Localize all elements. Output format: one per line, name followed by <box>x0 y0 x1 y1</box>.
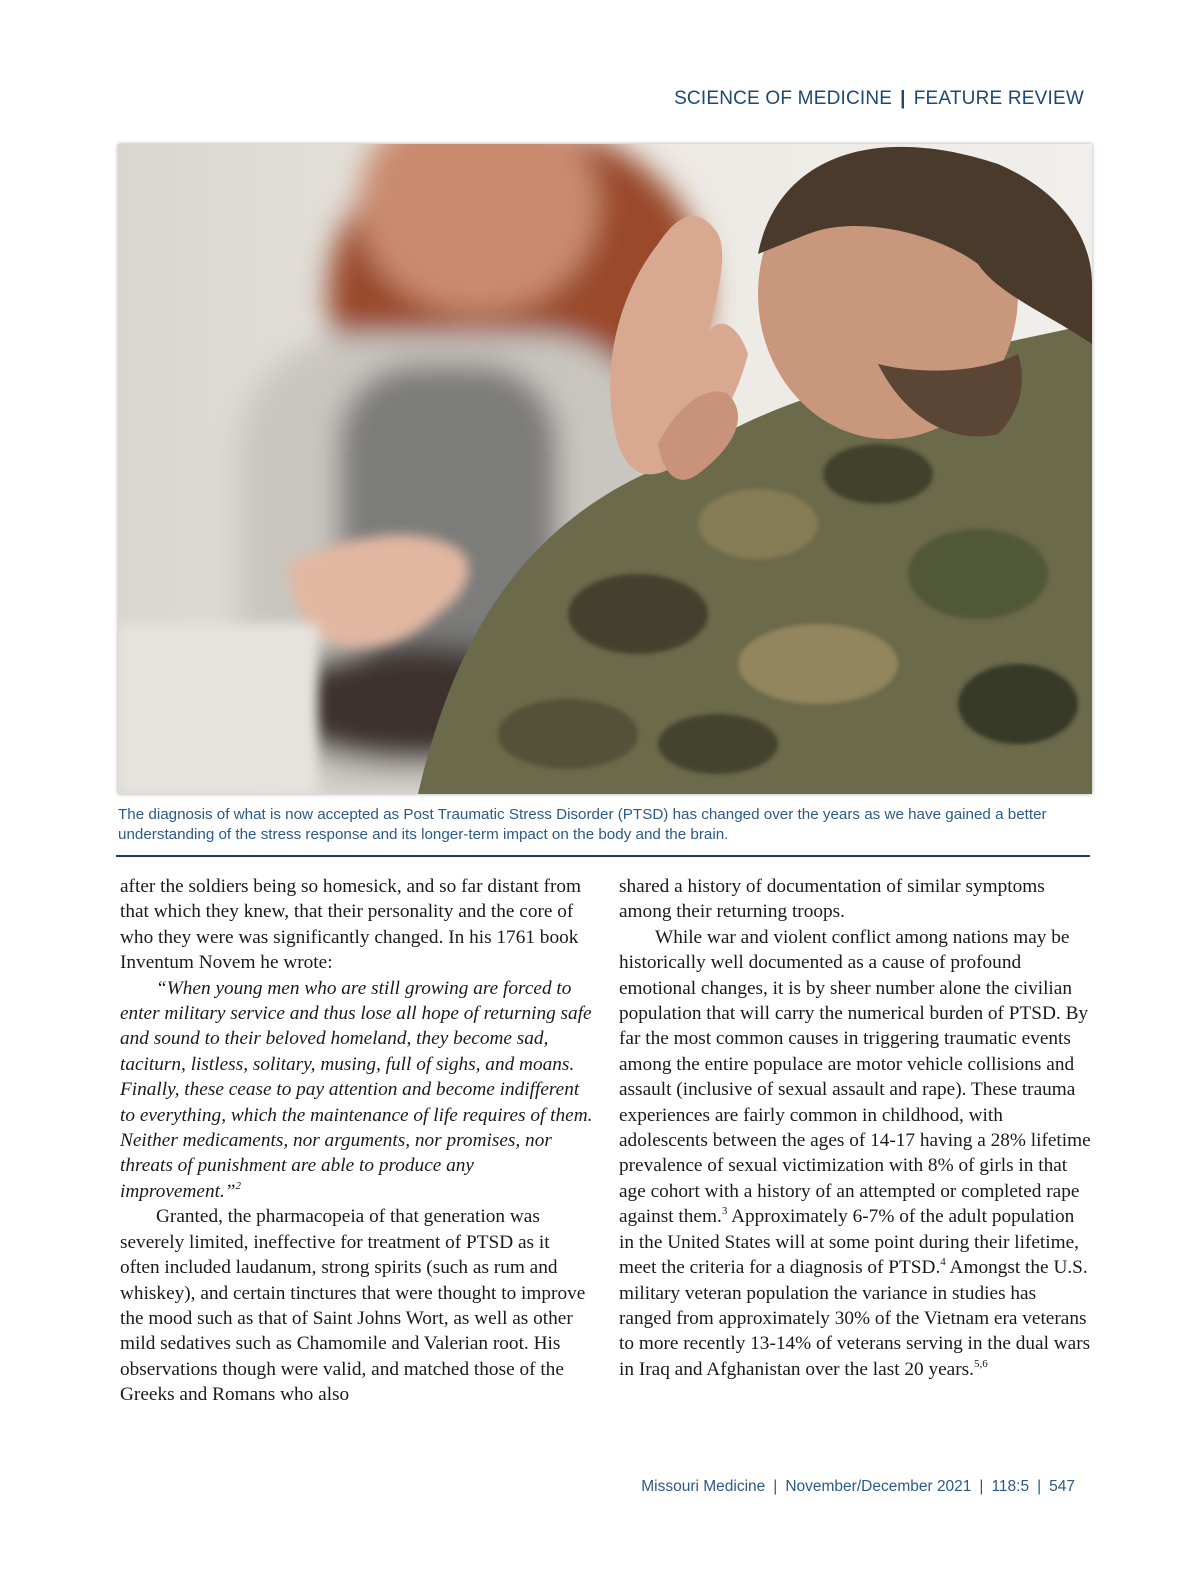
footer-separator: | <box>1037 1478 1042 1495</box>
paragraph-text: Amongst the U.S. military veteran population the variance in studies has ranged from approximately 30% of the Vietnam era veterans to more recently 13-14% of veterans serving in the dual wars in Iraq and Afghanistan over the last 20 years. <box>619 1257 1091 1380</box>
feature-photo <box>118 144 1092 794</box>
page-footer <box>641 1478 1075 1496</box>
paragraph-text: Approximately 6-7% of the adult population in the United States will at some point during their lifetime, meet the criteria for a diagnosis of PTSD. <box>619 1206 1079 1279</box>
header-separator: | <box>900 88 906 109</box>
page-number: 547 <box>1049 1478 1075 1495</box>
reference-marker: 4 <box>940 1256 946 1269</box>
footer-volume: 118:5 <box>991 1478 1030 1495</box>
text-column-left <box>120 874 594 1408</box>
paragraph: Granted, the pharmacopeia of that generation was severely limited, ineffective for treatment of PTSD as it often included laudanum, strong spirits (such as rum and whiskey), and certain tinctures that were thought to improve the mood such as that of Saint Johns Wort, as well as other mild sedatives such as Chamomile and Valerian root. His observations though were valid, and matched those of the Greeks and Romans who also <box>120 1206 586 1406</box>
block-quote <box>120 976 594 1205</box>
reference-marker: 2 <box>235 1179 241 1192</box>
photo-caption: The diagnosis of what is now accepted as Post Traumatic Stress Disorder (PTSD) has changed over the years as we have gained a better understanding of the stress response and its longer-term impact on the body and the brain. <box>118 806 1047 843</box>
footer-journal: Missouri Medicine <box>641 1478 766 1495</box>
reference-marker: 3 <box>721 1205 728 1218</box>
text-column-right <box>619 874 1093 1382</box>
reference-marker: 5,6 <box>974 1357 988 1370</box>
paragraph <box>619 925 1093 1382</box>
running-header <box>674 88 1084 110</box>
quote-text: “When young men who are still growing are forced to enter military service and thus lose all hope of returning safe and sound to their beloved homeland, they become sad, taciturn, listless, solitary, musing, full of sighs, and moans. Finally, these cease to pay attention and become indifferent to everything, which the maintenance of life requires of them. Neither medicaments, nor arguments, nor promises, nor threats of punishment are able to produce any improvement.” <box>120 977 593 1202</box>
header-section: SCIENCE OF MEDICINE <box>674 88 893 109</box>
header-category: FEATURE REVIEW <box>913 88 1084 109</box>
paragraph: after the soldiers being so homesick, and so far distant from that which they knew, that their personality and the core of who they were was significantly changed. In his 1761 book Inventum Novem he wrote: <box>120 876 582 974</box>
footer-separator: | <box>979 1478 984 1495</box>
paragraph-text: While war and violent conflict among nations may be historically well documented as a cause of profound emotional changes, it is by sheer number alone the civilian population that will carry the numerical burden of PTSD. By far the most common causes in triggering traumatic events among the entire populace are motor vehicle collisions and assault (inclusive of sexual assault and rape). These trauma experiences are fairly common in childhood, with adolescents between the ages of 14-17 having a 28% lifetime prevalence of sexual victimization with 8% of girls in that age cohort with a history of an attempted or completed rape against them. <box>619 926 1091 1228</box>
paragraph: shared a history of documentation of similar symptoms among their returning troops. <box>619 876 1045 923</box>
section-divider <box>116 855 1090 857</box>
footer-separator: | <box>773 1478 778 1495</box>
footer-issue: November/December 2021 <box>785 1478 972 1495</box>
